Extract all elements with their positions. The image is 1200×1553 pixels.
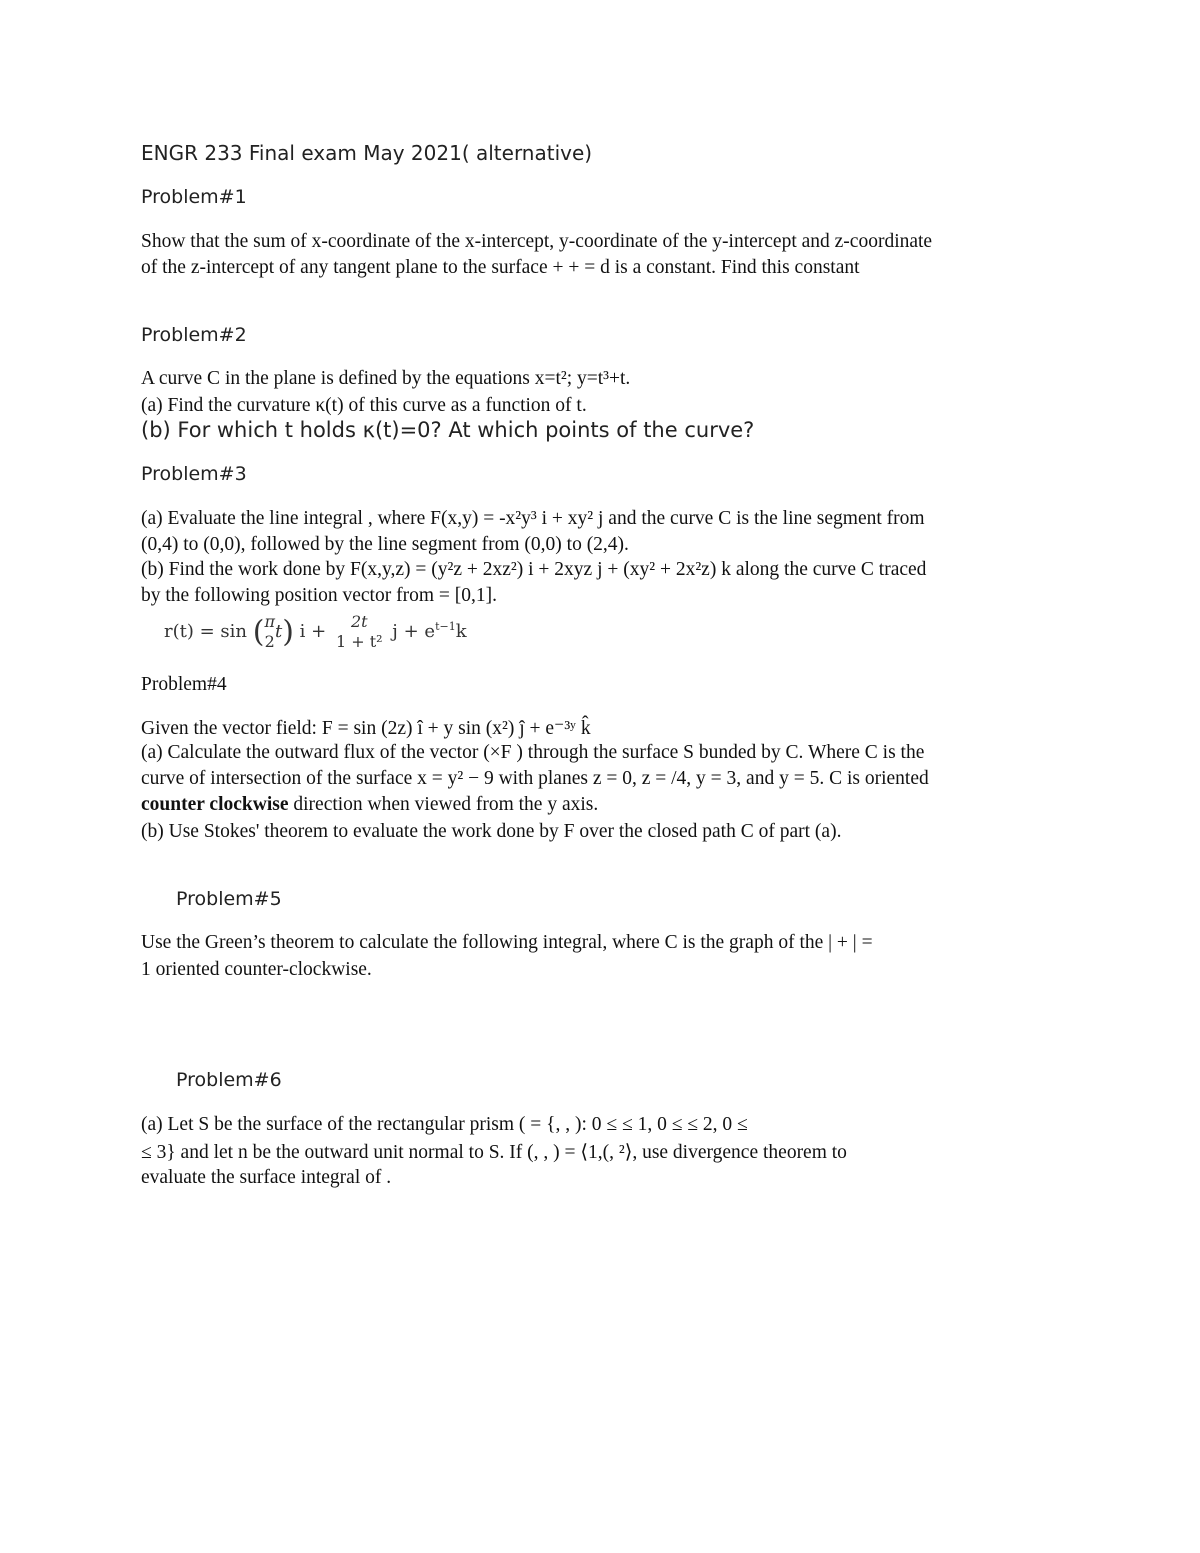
problem-2-text-line-2: (a) Find the curvature κ(t) of this curve as a function of t. — [141, 395, 587, 416]
problem-6-text-line-3: evaluate the surface integral of . — [141, 1167, 392, 1188]
problem-2-text-line-3: (b) For which t holds κ(t)=0? At which points of the curve? — [141, 418, 755, 442]
problem-2-heading: Problem#2 — [141, 324, 247, 346]
formula-lhs: r(t) = sin — [164, 621, 247, 642]
problem-4-heading: Problem#4 — [141, 674, 227, 695]
problem-4-text-line-3: curve of intersection of the surface x = y² − 9 with planes z = 0, z = /4, y = 3, and y = 5. C is oriented — [141, 768, 929, 789]
problem-4-text-line-4: counter clockwise direction when viewed from the y axis. — [141, 794, 599, 815]
formula-pi-over-2: π 2 — [264, 612, 275, 651]
problem-5-heading: Problem#5 — [176, 888, 282, 910]
counter-clockwise-emphasis: counter clockwise — [141, 794, 289, 815]
problem-3-text-line-1: (a) Evaluate the line integral , where F(x,y) = -x²y³ i + xy² j and the curve C is the line segment from — [141, 508, 925, 529]
problem-3-text-line-2: (0,4) to (0,0), followed by the line segment from (0,0) to (2,4). — [141, 534, 629, 555]
problem-4-text-line-5: (b) Use Stokes' theorem to evaluate the work done by F over the closed path C of part (a). — [141, 821, 842, 842]
formula-exponent: t−1 — [435, 620, 456, 633]
formula-tail: j + e — [392, 621, 436, 642]
problem-5-text-line-1: Use the Green’s theorem to calculate the following integral, where C is the graph of the | + | = — [141, 932, 873, 953]
formula-i-term: i + — [299, 621, 327, 642]
problem-5-text-line-2: 1 oriented counter-clockwise. — [141, 959, 372, 980]
problem-1-text-line-2: of the z-intercept of any tangent plane to the surface + + = d is a constant. Find this constant — [141, 257, 860, 278]
problem-3-heading: Problem#3 — [141, 463, 247, 485]
problem-6-text-line-2: ≤ 3} and let n be the outward unit normal to S. If (, , ) = ⟨1,(, ²⟩, use divergence theorem to — [141, 1142, 847, 1163]
formula-k: k — [455, 621, 467, 642]
problem-2-text-line-1: A curve C in the plane is defined by the equations x=t²; y=t³+t. — [141, 368, 631, 389]
document-title: ENGR 233 Final exam May 2021( alternative) — [141, 141, 593, 165]
problem-3-text-line-4: by the following position vector from = [0,1]. — [141, 585, 497, 606]
problem-3-text-line-3: (b) Find the work done by F(x,y,z) = (y²z + 2xz²) i + 2xyz j + (xy² + 2x²z) k along the curve C traced — [141, 559, 927, 580]
problem-6-text-line-1: (a) Let S be the surface of the rectangular prism ( = {, , ): 0 ≤ ≤ 1, 0 ≤ ≤ 2, 0 ≤ — [141, 1114, 748, 1135]
formula-fraction: 2t 1 + t² — [335, 612, 383, 651]
formula-close-paren: ) — [282, 614, 294, 650]
position-vector-formula — [164, 612, 467, 652]
problem-4-text-line-2: (a) Calculate the outward flux of the vector (×F ) through the surface S bunded by C. Where C is the — [141, 742, 925, 763]
formula-open-paren: ( — [252, 614, 265, 650]
problem-6-heading: Problem#6 — [176, 1069, 282, 1091]
problem-1-heading: Problem#1 — [141, 186, 247, 208]
problem-1-text-line-1: Show that the sum of x-coordinate of the x-intercept, y-coordinate of the y-intercept and z-coordinate — [141, 231, 933, 252]
problem-4-text-line-1: Given the vector field: F = sin (2z) î + y sin (x²) ĵ + e⁻³ʸ k̂ — [141, 718, 591, 739]
formula-t: t — [274, 621, 283, 642]
